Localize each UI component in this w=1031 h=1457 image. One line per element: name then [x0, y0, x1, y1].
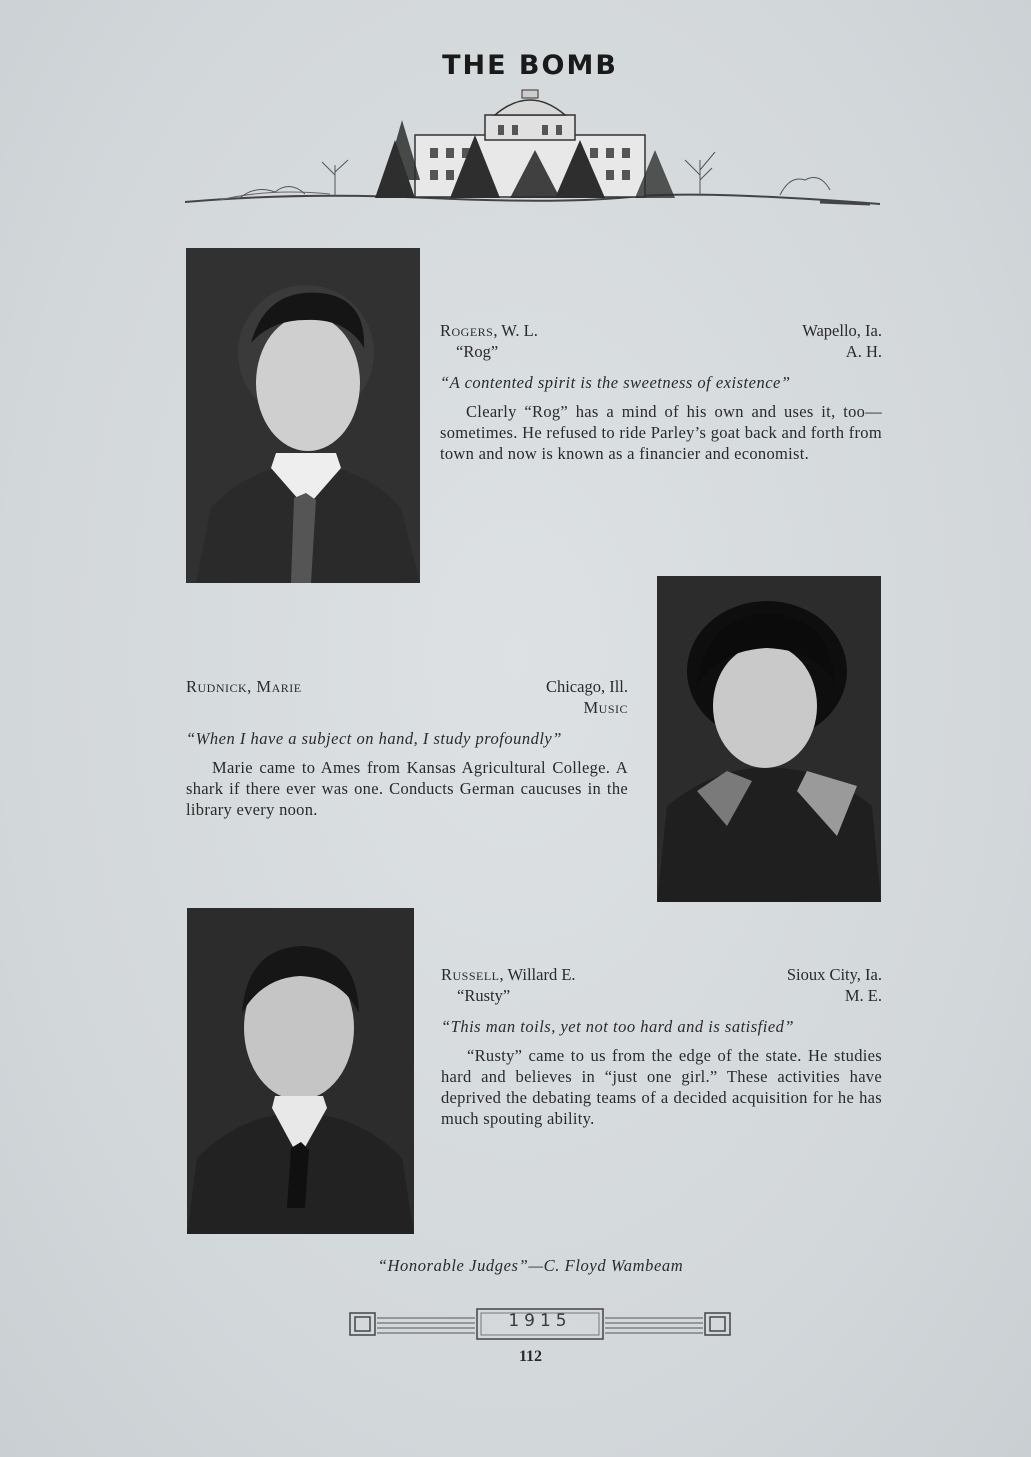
course: A. H.	[845, 342, 882, 361]
footer-ornament	[345, 1305, 735, 1341]
course: Music	[583, 698, 628, 717]
header-vignette	[180, 50, 880, 215]
biography: Marie came to Ames from Kansas Agricultural College. A shark if there ever was one. Conducts German caucuses in the library every noon.	[186, 758, 628, 819]
biography: Clearly “Rog” has a mind of his own and uses it, too—sometimes. He refused to ride Parley’s goat back and forth from town and now is known as a financier and economist.	[440, 402, 882, 463]
nickname: “Rog”	[456, 342, 499, 361]
student-name: Rogers, W. L.	[440, 321, 538, 340]
entry-russell	[441, 964, 882, 1129]
motto-quote: “A contented spirit is the sweetness of existence”	[440, 373, 791, 392]
hometown: Chicago, Ill.	[545, 677, 628, 696]
course: M. E.	[844, 986, 882, 1005]
motto-quote: “This man toils, yet not too hard and is satisfied”	[441, 1017, 795, 1036]
motto-quote: “When I have a subject on hand, I study profoundly”	[186, 729, 562, 748]
portrait-rogers	[186, 248, 420, 583]
campus-illustration	[180, 80, 880, 210]
entry-rudnick	[186, 676, 628, 820]
hometown: Sioux City, Ia.	[786, 965, 882, 984]
nickname: “Rusty”	[457, 986, 511, 1005]
portrait-russell	[187, 908, 414, 1234]
footer-year: 1915	[508, 1311, 572, 1331]
portrait-rudnick	[657, 576, 881, 902]
page-quote: “Honorable Judges”—C. Floyd Wambeam	[377, 1256, 684, 1275]
biography: “Rusty” came to us from the edge of the state. He studies hard and believes in “just one girl.” These activities have deprived the debating teams of a decided acquisition for he has much spouting ability.	[441, 1046, 882, 1128]
nickname	[186, 697, 202, 718]
hometown: Wapello, Ia.	[802, 321, 882, 340]
student-name: Russell, Willard E.	[441, 965, 576, 984]
page-number: 112	[518, 1348, 543, 1365]
header-title: THE BOMB	[442, 50, 618, 81]
student-name: Rudnick, Marie	[186, 677, 302, 696]
entry-rogers	[440, 320, 882, 464]
